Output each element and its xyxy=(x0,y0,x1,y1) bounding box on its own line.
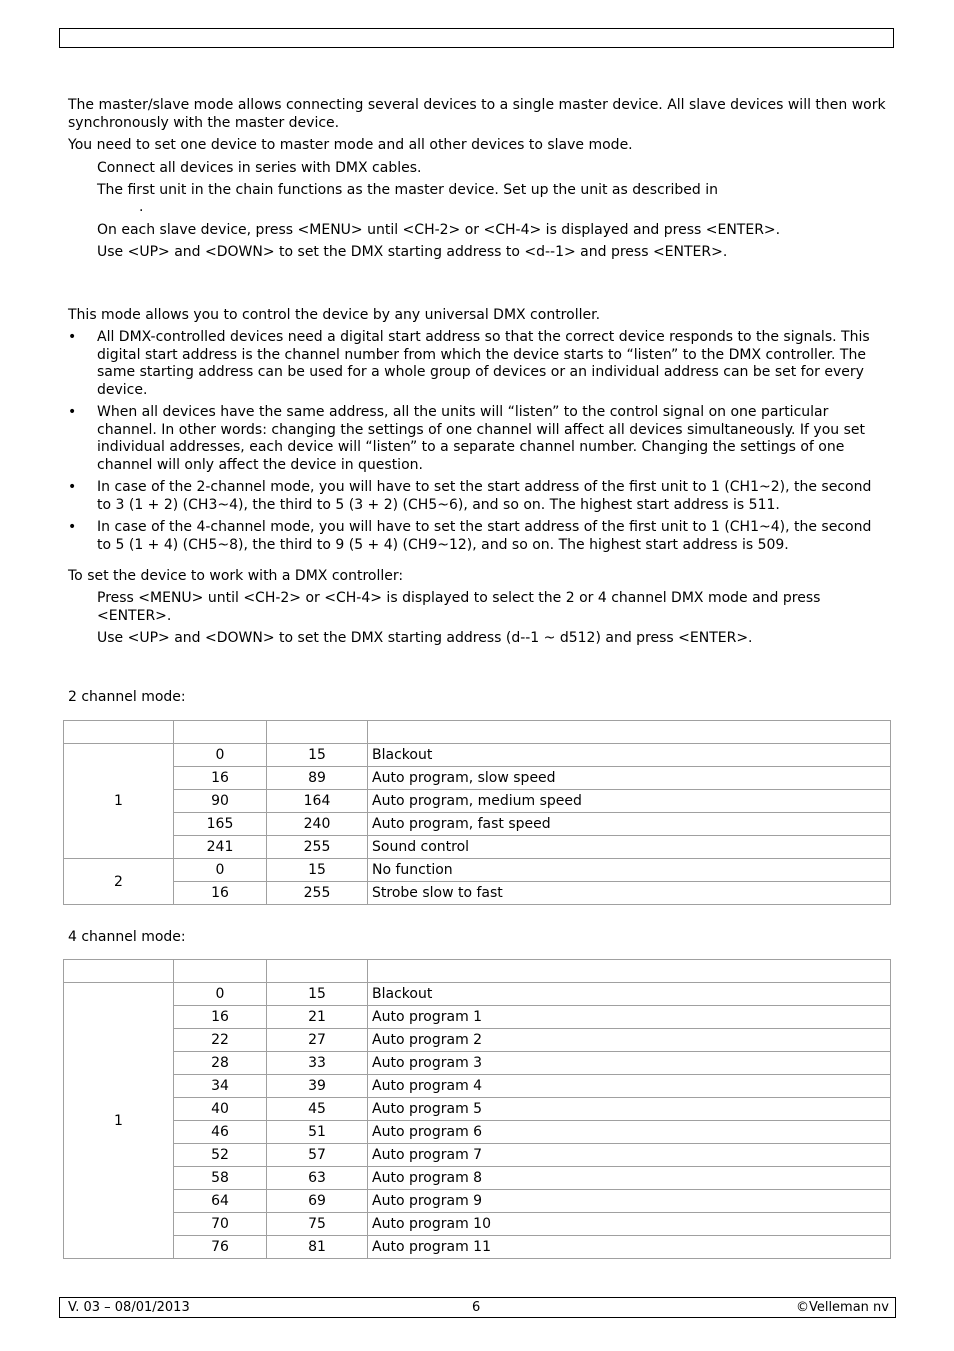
bullet-same-address: When all devices have the same address, all the units will “listen” to the control signal on one particular channel. In other words: changing the settings of one channel will affect all devices simultaneously. If you set individual addresses, each device will “listen” to a separate channel number. Changing the settings of one channel will only affect the device in question. xyxy=(97,404,865,473)
step-slave-menu: On each slave device, press <MENU> until <CH-2> or <CH-4> is displayed and press <ENTER>. xyxy=(97,222,781,238)
from-cell: 70 xyxy=(174,1213,267,1236)
channel-cell: 1 xyxy=(64,744,174,859)
table-row xyxy=(64,1213,891,1236)
controller-intro: To set the device to work with a DMX controller: xyxy=(68,568,404,584)
to-cell: 15 xyxy=(267,859,368,882)
function-cell: Strobe slow to fast xyxy=(368,882,891,905)
function-cell: Auto program 2 xyxy=(368,1029,891,1052)
table-row xyxy=(64,1190,891,1213)
master-slave-need: You need to set one device to master mode and all other devices to slave mode. xyxy=(68,137,633,153)
to-cell: 33 xyxy=(267,1052,368,1075)
table-row xyxy=(64,790,891,813)
bullet-marker: • xyxy=(68,404,77,420)
table-row xyxy=(64,1121,891,1144)
from-cell: 58 xyxy=(174,1167,267,1190)
function-cell: Auto program 7 xyxy=(368,1144,891,1167)
table-row xyxy=(64,983,891,1006)
function-cell: Auto program, medium speed xyxy=(368,790,891,813)
function-cell: Auto program 3 xyxy=(368,1052,891,1075)
to-cell: 69 xyxy=(267,1190,368,1213)
table-row xyxy=(64,813,891,836)
to-cell: 255 xyxy=(267,836,368,859)
controller-step-address: Use <UP> and <DOWN> to set the DMX starting address (d--1 ~ d512) and press <ENTER>. xyxy=(97,630,753,646)
page-header-box xyxy=(59,28,894,48)
to-cell: 240 xyxy=(267,813,368,836)
function-cell: Auto program, fast speed xyxy=(368,813,891,836)
channel-cell: 1 xyxy=(64,983,174,1259)
function-cell: Auto program 10 xyxy=(368,1213,891,1236)
to-cell: 15 xyxy=(267,744,368,767)
table-row xyxy=(64,744,891,767)
table-row xyxy=(64,1029,891,1052)
function-cell: Auto program 4 xyxy=(368,1075,891,1098)
to-cell: 39 xyxy=(267,1075,368,1098)
table-row xyxy=(64,767,891,790)
table4-caption: 4 channel mode: xyxy=(68,929,186,945)
from-cell: 34 xyxy=(174,1075,267,1098)
to-cell: 27 xyxy=(267,1029,368,1052)
bullet-marker: • xyxy=(68,329,77,345)
from-cell: 52 xyxy=(174,1144,267,1167)
function-cell: Sound control xyxy=(368,836,891,859)
function-cell: Auto program 11 xyxy=(368,1236,891,1259)
step-first-unit-period: . xyxy=(139,199,144,215)
from-cell: 0 xyxy=(174,983,267,1006)
to-cell: 15 xyxy=(267,983,368,1006)
from-cell: 16 xyxy=(174,1006,267,1029)
step-connect: Connect all devices in series with DMX cables. xyxy=(97,160,422,176)
from-cell: 0 xyxy=(174,859,267,882)
dmx-table-4ch xyxy=(63,959,891,1259)
bullet-start-address: All DMX-controlled devices need a digital start address so that the correct device responds to the signals. This digital start address is the channel number from which the device starts to “listen” to the DMX controller. The same starting address can be used for a whole group of devices or an individual address can be set for every device. xyxy=(97,329,870,398)
to-cell: 63 xyxy=(267,1167,368,1190)
from-cell: 16 xyxy=(174,882,267,905)
from-cell: 165 xyxy=(174,813,267,836)
table-row xyxy=(64,1006,891,1029)
from-cell: 241 xyxy=(174,836,267,859)
function-cell: Auto program, slow speed xyxy=(368,767,891,790)
from-cell: 0 xyxy=(174,744,267,767)
function-cell: Auto program 1 xyxy=(368,1006,891,1029)
function-cell: Auto program 9 xyxy=(368,1190,891,1213)
bullet-marker: • xyxy=(68,479,77,495)
table-row xyxy=(64,882,891,905)
table-header-row xyxy=(64,960,891,983)
table-row xyxy=(64,859,891,882)
function-cell: Blackout xyxy=(368,744,891,767)
page-footer xyxy=(59,1297,896,1318)
to-cell: 75 xyxy=(267,1213,368,1236)
from-cell: 40 xyxy=(174,1098,267,1121)
from-cell: 76 xyxy=(174,1236,267,1259)
function-cell: Auto program 5 xyxy=(368,1098,891,1121)
function-cell: Blackout xyxy=(368,983,891,1006)
from-cell: 90 xyxy=(174,790,267,813)
table-row xyxy=(64,1236,891,1259)
step-slave-address: Use <UP> and <DOWN> to set the DMX starting address to <d--1> and press <ENTER>. xyxy=(97,244,728,260)
function-cell: Auto program 8 xyxy=(368,1167,891,1190)
table-row xyxy=(64,1075,891,1098)
footer-version: V. 03 – 08/01/2013 xyxy=(68,1300,190,1315)
master-slave-intro: The master/slave mode allows connecting several devices to a single master device. All slave devices will then work synchronously with the master device. xyxy=(68,97,886,131)
table-row xyxy=(64,1052,891,1075)
footer-page-number: 6 xyxy=(472,1300,481,1315)
bullet-4-channel: In case of the 4-channel mode, you will have to set the start address of the first unit to 1 (CH1~4), the second to 5 (1 + 4) (CH5~8), the third to 9 (5 + 4) (CH9~12), and so on. The highest start address is 509. xyxy=(97,519,872,553)
table-row xyxy=(64,1167,891,1190)
table2-caption: 2 channel mode: xyxy=(68,689,186,705)
table-row xyxy=(64,836,891,859)
table-row xyxy=(64,1098,891,1121)
table-row xyxy=(64,1144,891,1167)
to-cell: 57 xyxy=(267,1144,368,1167)
to-cell: 45 xyxy=(267,1098,368,1121)
to-cell: 255 xyxy=(267,882,368,905)
footer-copyright: ©Velleman nv xyxy=(795,1300,889,1315)
dmx-mode-intro: This mode allows you to control the device by any universal DMX controller. xyxy=(68,307,601,323)
to-cell: 81 xyxy=(267,1236,368,1259)
step-first-unit: The first unit in the chain functions as the master device. Set up the unit as described in xyxy=(97,182,718,198)
to-cell: 89 xyxy=(267,767,368,790)
to-cell: 21 xyxy=(267,1006,368,1029)
table-header-row xyxy=(64,721,891,744)
from-cell: 28 xyxy=(174,1052,267,1075)
to-cell: 164 xyxy=(267,790,368,813)
from-cell: 22 xyxy=(174,1029,267,1052)
from-cell: 46 xyxy=(174,1121,267,1144)
from-cell: 16 xyxy=(174,767,267,790)
function-cell: No function xyxy=(368,859,891,882)
dmx-table-2ch xyxy=(63,720,891,905)
controller-step-menu: Press <MENU> until <CH-2> or <CH-4> is displayed to select the 2 or 4 channel DMX mode and press <ENTER>. xyxy=(97,590,821,624)
bullet-2-channel: In case of the 2-channel mode, you will have to set the start address of the first unit to 1 (CH1~2), the second to 3 (1 + 2) (CH3~4), the third to 5 (3 + 2) (CH5~6), and so on. The highest start address is 511. xyxy=(97,479,872,513)
bullet-marker: • xyxy=(68,519,77,535)
from-cell: 64 xyxy=(174,1190,267,1213)
channel-cell: 2 xyxy=(64,859,174,905)
to-cell: 51 xyxy=(267,1121,368,1144)
function-cell: Auto program 6 xyxy=(368,1121,891,1144)
